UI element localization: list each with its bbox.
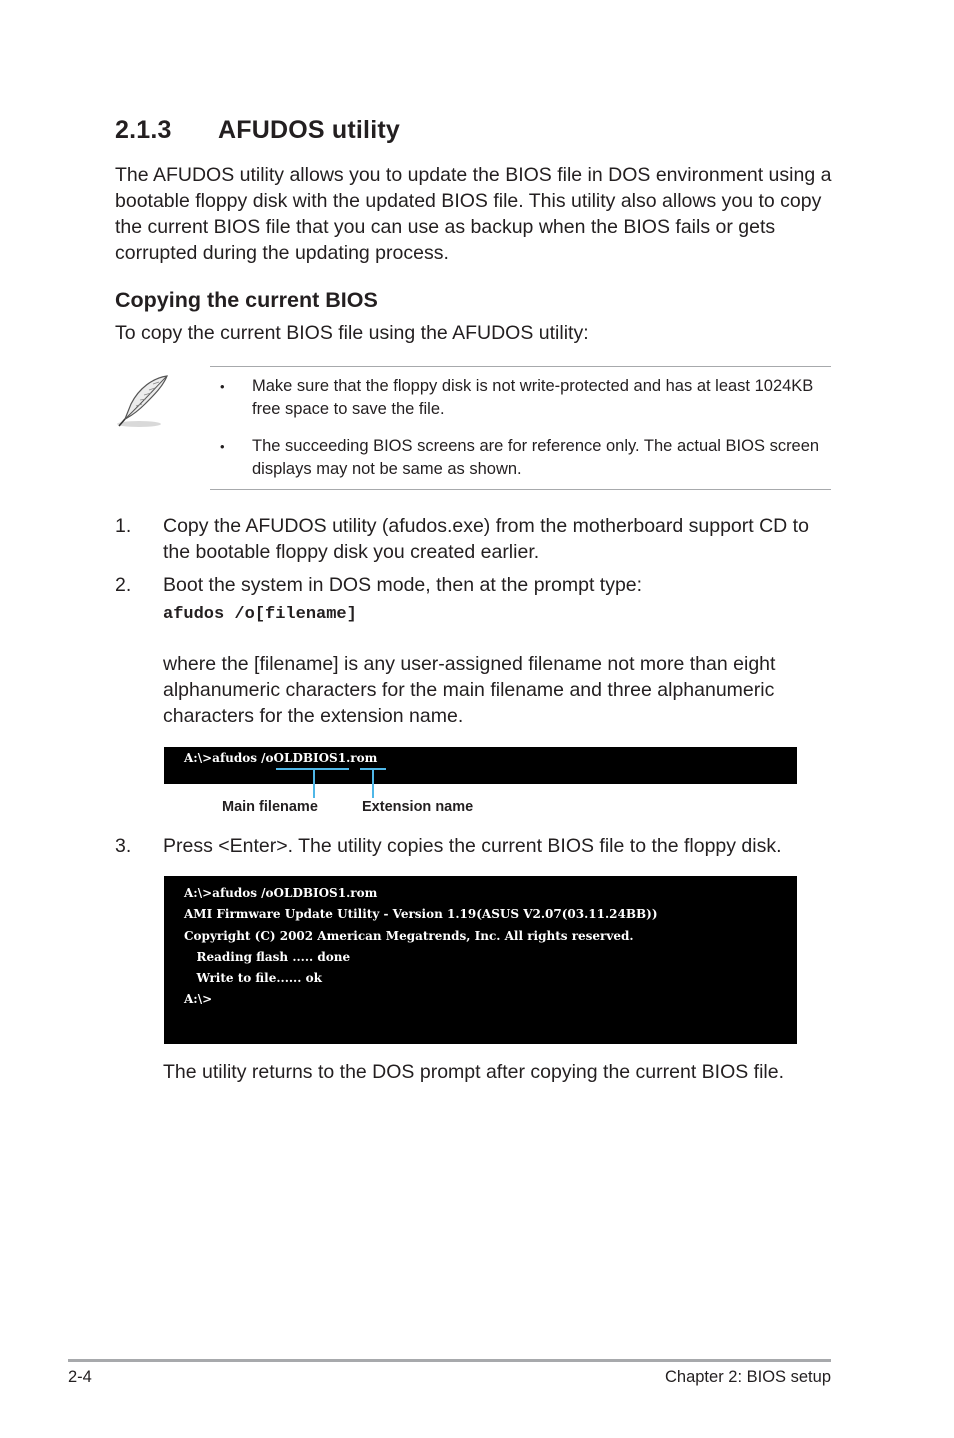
step-item (115, 572, 835, 598)
quill-pen-icon (113, 372, 173, 430)
step-number: 3. (115, 835, 132, 857)
note-top-rule (210, 366, 831, 367)
step-text: Press <Enter>. The utility copies the current BIOS file to the floppy disk. (163, 835, 782, 857)
step-number: 1. (115, 515, 132, 537)
bullet-glyph: • (220, 379, 225, 394)
lead-paragraph: To copy the current BIOS file using the AFUDOS utility: (115, 322, 589, 344)
main-filename-label: Main filename (222, 799, 318, 815)
filename-explanation: where the [filename] is any user-assigned filename not more than eight alphanumeric characters for the main filename and three alphanumeric characters for the extension name. (163, 653, 776, 727)
step-text: Boot the system in DOS mode, then at the prompt type: (163, 574, 643, 596)
note-item-text: The succeeding BIOS screens are for reference only. The actual BIOS screen displays may not be same as shown. (252, 437, 820, 478)
footer-rule (68, 1359, 831, 1362)
subsection-heading: Copying the current BIOS (115, 288, 378, 312)
command-text: afudos /o[filename] (163, 605, 357, 624)
terminal-line: A:\>afudos /oOLDBIOS1.rom (184, 751, 378, 765)
extension-leader (372, 769, 374, 798)
terminal-output-lines: A:\>afudos /oOLDBIOS1.rom AMI Firmware Update Utility - Version 1.19(ASUS V2.07(03.11.24BB)) Copyright (C) 2002 American Megatrends, Inc. All rights reserved. Reading flash ..... done Write to file...... ok A:\> (184, 886, 658, 1007)
closing-paragraph: The utility returns to the DOS prompt after copying the current BIOS file. (163, 1061, 785, 1083)
note-bottom-rule (210, 489, 831, 490)
note-item (220, 435, 820, 481)
bullet-glyph: • (220, 439, 225, 454)
note-item (220, 375, 820, 421)
main-filename-leader (313, 769, 315, 798)
section-heading (115, 116, 400, 145)
section-number: 2.1.3 (115, 116, 172, 144)
step-text: Copy the AFUDOS utility (afudos.exe) from the motherboard support CD to the bootable floppy disk you created earlier. (163, 515, 809, 563)
note-item-text: Make sure that the floppy disk is not write-protected and has at least 1024KB free space to save the file. (252, 377, 814, 418)
step-number: 2. (115, 574, 132, 596)
section-title: AFUDOS utility (218, 116, 400, 144)
intro-paragraph: The AFUDOS utility allows you to update the BIOS file in DOS environment using a bootable floppy disk with the updated BIOS file. This utility also allows you to copy the current BIOS file that you can use as backup when the BIOS fails or gets corrupted during the updating process. (115, 164, 832, 264)
terminal-output (164, 876, 797, 1044)
terminal-command-example (164, 747, 797, 784)
chapter-label: Chapter 2: BIOS setup (664, 1368, 831, 1386)
page-number: 2-4 (68, 1368, 92, 1386)
step-item (115, 833, 835, 859)
step-item (115, 513, 835, 565)
extension-name-label: Extension name (362, 799, 474, 815)
